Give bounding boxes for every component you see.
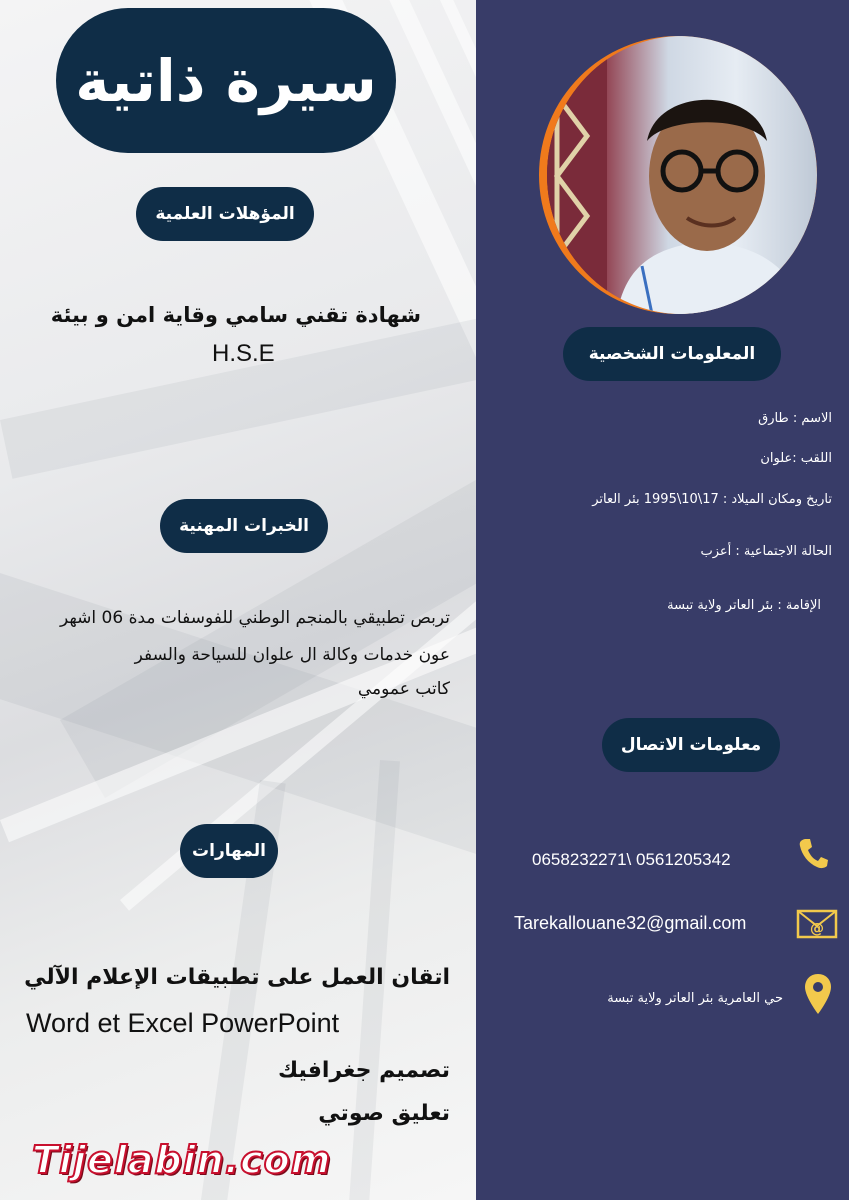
personal-birth: تاريخ ومكان الميلاد : 17\10\1995 بئر العاتر [592,492,832,507]
cv-title: سيرة ذاتية [56,8,396,153]
experience-item-1: تربص تطبيقي بالمنجم الوطني للفوسفات مدة 06 اشهر [59,608,450,628]
experience-item-3: كاتب عمومي [357,679,450,699]
experience-item-2: عون خدمات وكالة ال علوان للسياحة والسفر [134,645,450,665]
contact-email: Tarekallouane32@gmail.com [514,913,747,933]
qualification-degree: شهادة تقني سامي وقاية امن و بيئة [50,303,421,327]
profile-photo [539,36,817,314]
email-icon [796,909,838,939]
watermark-logo: Tijelabin.com [32,1138,332,1182]
skills-heading: المهارات [180,824,278,878]
contact-address: حي العامرية بئر العاتر ولاية تبسة [607,991,783,1006]
location-pin-icon [804,973,832,1015]
personal-status: الحالة الاجتماعية : أعزب [700,544,832,559]
personal-residence: الإقامة : بئر العاتر ولاية تبسة [667,598,821,613]
skill-item-3: تصميم جغرافيك [278,1058,450,1083]
personal-name: الاسم : طارق [758,411,832,426]
contact-info-heading: معلومات الاتصال [602,718,780,772]
personal-info-heading: المعلومات الشخصية [563,327,781,381]
phone-icon [797,836,829,870]
experience-heading: الخبرات المهنية [160,499,328,553]
skill-item-2: Word et Excel PowerPoint [26,1008,340,1038]
qualifications-heading: المؤهلات العلمية [136,187,314,241]
contact-phone: 0658232271\ 0561205342 [532,850,731,869]
personal-surname: اللقب :علوان [760,451,832,466]
qualification-hse: H.S.E [212,340,275,367]
person-silhouette-icon [547,36,817,314]
skill-item-4: تعليق صوتي [318,1101,450,1126]
svg-text:@: @ [810,921,824,937]
skill-item-1: اتقان العمل على تطبيقات الإعلام الآلي [24,965,450,990]
